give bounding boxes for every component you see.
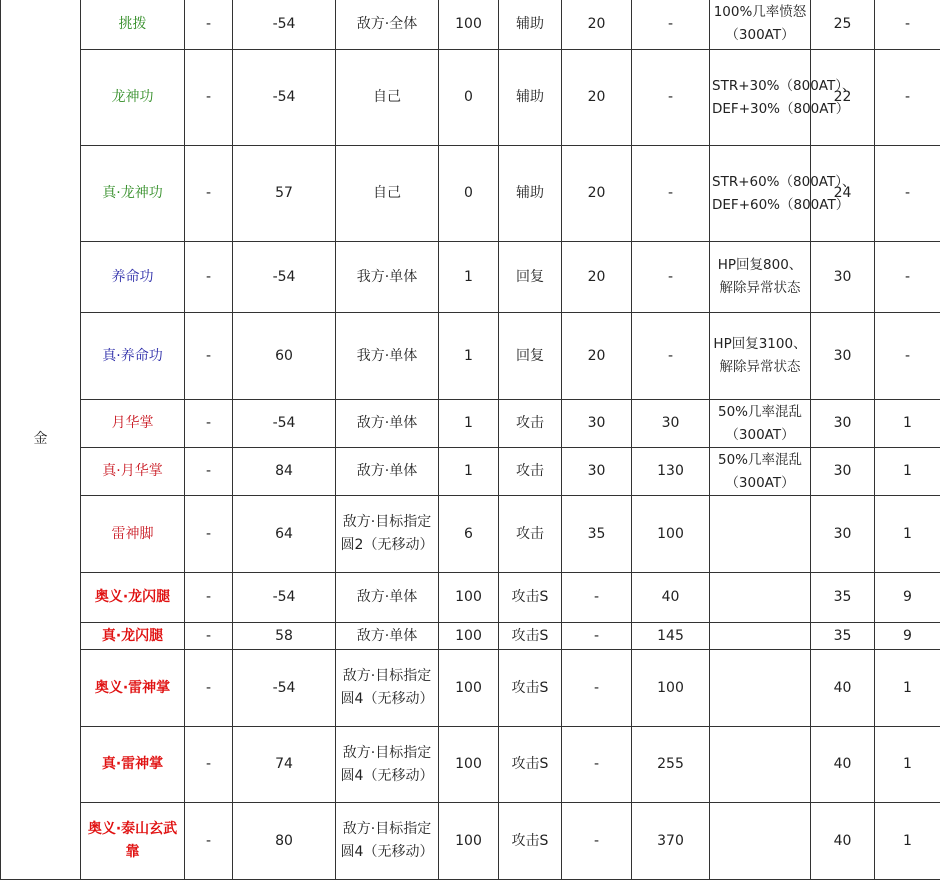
cell: - — [185, 0, 233, 50]
cell: 40 — [811, 803, 875, 880]
cell: - — [632, 50, 710, 146]
cell: - — [562, 573, 632, 623]
cell: 30 — [811, 448, 875, 496]
type-cell: 攻击S — [499, 623, 562, 650]
cell: 9 — [875, 573, 940, 623]
cell: 30 — [632, 400, 710, 448]
cell: 255 — [632, 727, 710, 803]
skill-name: 真·龙神功 — [81, 146, 185, 242]
target-cell: 敌方·全体 — [336, 0, 439, 50]
cell: - — [185, 146, 233, 242]
cell: 145 — [632, 623, 710, 650]
cell: 20 — [562, 146, 632, 242]
cell: -54 — [233, 400, 336, 448]
effect-cell: HP回复3100、解除异常状态 — [710, 313, 811, 400]
effect-cell: 100%几率愤怒（300AT） — [710, 0, 811, 50]
effect-cell — [710, 650, 811, 727]
table-row — [1, 0, 940, 50]
cell: 1 — [439, 242, 499, 313]
cell: - — [875, 313, 940, 400]
cell: 100 — [439, 650, 499, 727]
table-row — [1, 242, 940, 313]
type-cell: 攻击S — [499, 650, 562, 727]
target-cell: 敌方·目标指定圆4（无移动） — [336, 650, 439, 727]
cell: 20 — [562, 242, 632, 313]
type-cell: 回复 — [499, 313, 562, 400]
effect-cell — [710, 727, 811, 803]
target-cell: 敌方·单体 — [336, 623, 439, 650]
effect-cell: 50%几率混乱（300AT） — [710, 448, 811, 496]
element-cell: 金 — [1, 0, 81, 880]
table-row — [1, 313, 940, 400]
cell: 1 — [875, 650, 940, 727]
cell: 30 — [811, 400, 875, 448]
cell: 35 — [811, 623, 875, 650]
cell: 1 — [875, 803, 940, 880]
type-cell: 攻击S — [499, 727, 562, 803]
target-cell: 敌方·目标指定圆2（无移动） — [336, 496, 439, 573]
cell: 100 — [439, 803, 499, 880]
cell: 100 — [632, 496, 710, 573]
cell: - — [185, 727, 233, 803]
cell: 30 — [811, 496, 875, 573]
effect-cell — [710, 623, 811, 650]
skill-name: 奥义·雷神掌 — [81, 650, 185, 727]
cell: 130 — [632, 448, 710, 496]
cell: 24 — [811, 146, 875, 242]
cell: 40 — [811, 650, 875, 727]
table-row — [1, 400, 940, 448]
table-row — [1, 146, 940, 242]
cell: - — [562, 727, 632, 803]
cell: 370 — [632, 803, 710, 880]
type-cell: 辅助 — [499, 0, 562, 50]
cell: 0 — [439, 146, 499, 242]
cell: 20 — [562, 50, 632, 146]
cell: 1 — [439, 448, 499, 496]
skill-name: 龙神功 — [81, 50, 185, 146]
cell: 60 — [233, 313, 336, 400]
cell: - — [562, 803, 632, 880]
cell: - — [632, 146, 710, 242]
skill-name: 奥义·泰山玄武靠 — [81, 803, 185, 880]
cell: 30 — [562, 400, 632, 448]
cell: -54 — [233, 573, 336, 623]
cell: 0 — [439, 50, 499, 146]
cell: 100 — [439, 727, 499, 803]
cell: - — [185, 242, 233, 313]
cell: 40 — [632, 573, 710, 623]
effect-cell: 50%几率混乱（300AT） — [710, 400, 811, 448]
cell: - — [632, 242, 710, 313]
cell: - — [185, 650, 233, 727]
skill-name: 养命功 — [81, 242, 185, 313]
cell: - — [875, 242, 940, 313]
cell: -54 — [233, 650, 336, 727]
cell: 84 — [233, 448, 336, 496]
cell: 58 — [233, 623, 336, 650]
cell: 30 — [562, 448, 632, 496]
cell: - — [185, 496, 233, 573]
target-cell: 敌方·目标指定圆4（无移动） — [336, 727, 439, 803]
cell: - — [562, 650, 632, 727]
type-cell: 攻击 — [499, 448, 562, 496]
cell: 6 — [439, 496, 499, 573]
table-row — [1, 803, 940, 880]
skill-name: 真·养命功 — [81, 313, 185, 400]
effect-cell — [710, 496, 811, 573]
cell: - — [185, 623, 233, 650]
cell: 100 — [439, 0, 499, 50]
cell: - — [632, 313, 710, 400]
cell: -54 — [233, 50, 336, 146]
cell: - — [632, 0, 710, 50]
table-row — [1, 650, 940, 727]
cell: 30 — [811, 242, 875, 313]
table-row — [1, 573, 940, 623]
effect-cell — [710, 573, 811, 623]
type-cell: 辅助 — [499, 146, 562, 242]
skill-name: 月华掌 — [81, 400, 185, 448]
cell: 1 — [875, 496, 940, 573]
target-cell: 我方·单体 — [336, 313, 439, 400]
skill-name: 真·月华掌 — [81, 448, 185, 496]
cell: - — [185, 448, 233, 496]
table-row — [1, 50, 940, 146]
target-cell: 敌方·目标指定圆4（无移动） — [336, 803, 439, 880]
cell: 20 — [562, 313, 632, 400]
cell: - — [875, 146, 940, 242]
cell: - — [185, 313, 233, 400]
type-cell: 攻击S — [499, 803, 562, 880]
cell: -54 — [233, 242, 336, 313]
effect-cell: STR+60%（800AT）、DEF+60%（800AT） — [710, 146, 811, 242]
cell: 1 — [875, 400, 940, 448]
cell: 25 — [811, 0, 875, 50]
skill-name: 真·龙闪腿 — [81, 623, 185, 650]
table-row — [1, 496, 940, 573]
skill-name: 挑拨 — [81, 0, 185, 50]
effect-cell — [710, 803, 811, 880]
cell: 20 — [562, 0, 632, 50]
cell: 80 — [233, 803, 336, 880]
cell: 1 — [875, 727, 940, 803]
effect-cell: STR+30%（800AT）、DEF+30%（800AT） — [710, 50, 811, 146]
target-cell: 敌方·单体 — [336, 400, 439, 448]
cell: - — [185, 400, 233, 448]
target-cell: 自己 — [336, 146, 439, 242]
type-cell: 辅助 — [499, 50, 562, 146]
cell: 1 — [875, 448, 940, 496]
cell: - — [185, 573, 233, 623]
cell: 100 — [632, 650, 710, 727]
cell: 9 — [875, 623, 940, 650]
type-cell: 攻击S — [499, 573, 562, 623]
cell: 74 — [233, 727, 336, 803]
skill-name: 奥义·龙闪腿 — [81, 573, 185, 623]
table-row — [1, 727, 940, 803]
cell: 35 — [562, 496, 632, 573]
type-cell: 攻击 — [499, 496, 562, 573]
cell: - — [875, 50, 940, 146]
type-cell: 回复 — [499, 242, 562, 313]
cell: 1 — [439, 313, 499, 400]
cell: 40 — [811, 727, 875, 803]
target-cell: 自己 — [336, 50, 439, 146]
cell: - — [875, 0, 940, 50]
table-row — [1, 448, 940, 496]
skill-name: 真·雷神掌 — [81, 727, 185, 803]
cell: 35 — [811, 573, 875, 623]
cell: -54 — [233, 0, 336, 50]
cell: 22 — [811, 50, 875, 146]
cell: - — [185, 50, 233, 146]
type-cell: 攻击 — [499, 400, 562, 448]
cell: - — [185, 803, 233, 880]
table-row — [1, 623, 940, 650]
cell: 1 — [439, 400, 499, 448]
cell: 100 — [439, 573, 499, 623]
skill-name: 雷神脚 — [81, 496, 185, 573]
target-cell: 敌方·单体 — [336, 573, 439, 623]
target-cell: 我方·单体 — [336, 242, 439, 313]
effect-cell: HP回复800、解除异常状态 — [710, 242, 811, 313]
cell: 64 — [233, 496, 336, 573]
cell: - — [562, 623, 632, 650]
target-cell: 敌方·单体 — [336, 448, 439, 496]
cell: 57 — [233, 146, 336, 242]
cell: 30 — [811, 313, 875, 400]
cell: 100 — [439, 623, 499, 650]
